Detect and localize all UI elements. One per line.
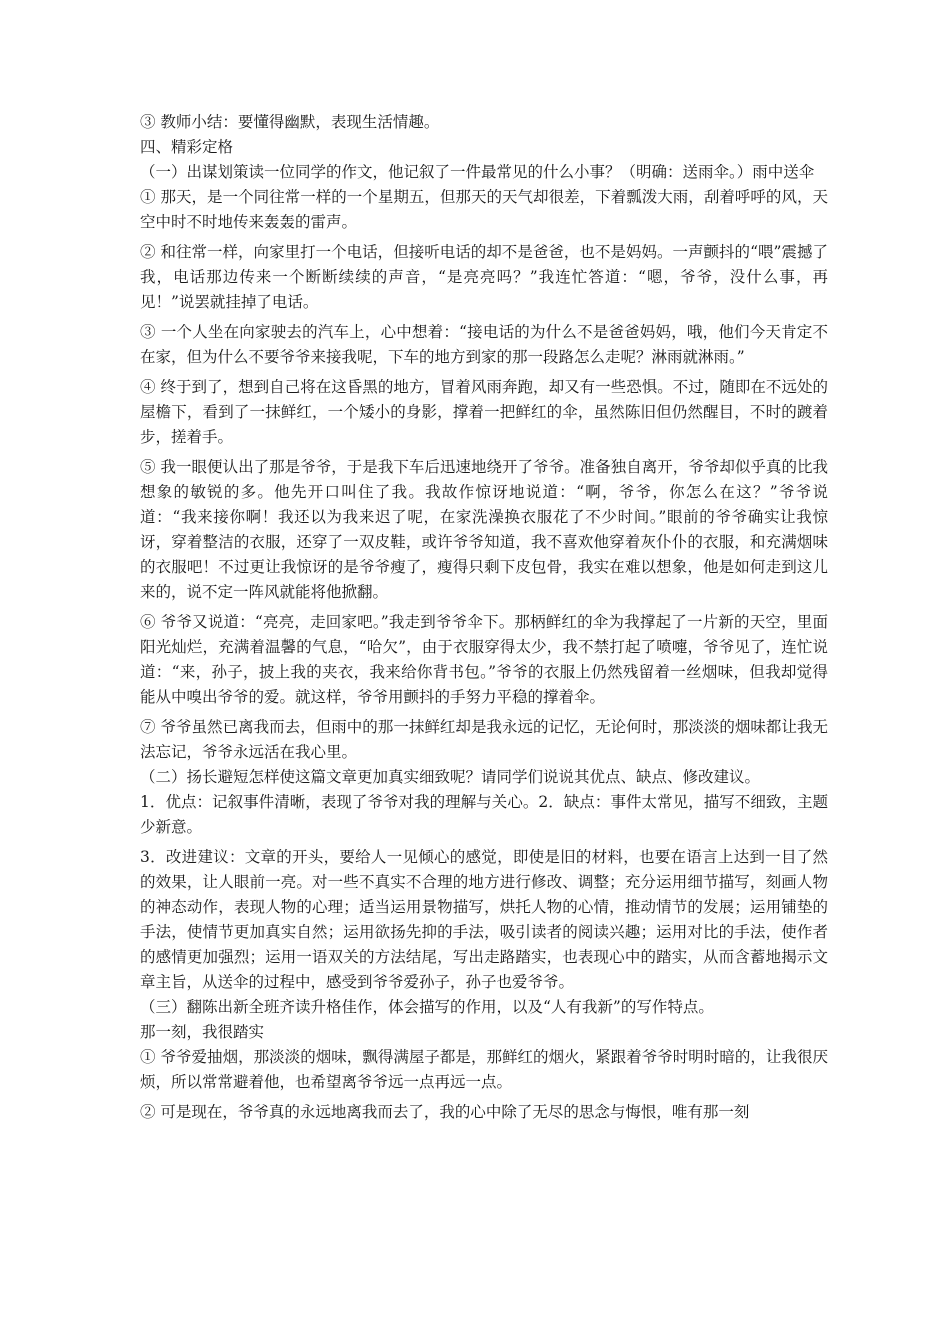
pros-cons-paragraph: 1．优点：记叙事件清晰，表现了爷爷对我的理解与关心。2．缺点：事件太常见，描写不细致，主题少新意。 [140, 793, 828, 836]
teacher-summary-paragraph: ③ 教师小结：要懂得幽默，表现生活情趣。 [140, 113, 440, 131]
subsection-one-intro: （一）出谋划策读一位同学的作文，他记叙了一件最常见的什么小事？（明确：送雨伞。）雨中送伞 [140, 163, 815, 181]
model-essay-paragraph-2: ② 可是现在，爷爷真的永远地离我而去了，我的心中除了无尽的思念与悔恨，唯有那一刻 [140, 1103, 750, 1121]
model-essay-paragraph-1: ① 爷爷爱抽烟，那淡淡的烟味，飘得满屋子都是，那鲜红的烟火，紧跟着爷爷时明时暗的，让我很厌烦，所以常常避着他，也希望离爷爷远一点再远一点。 [140, 1048, 828, 1091]
document-page [140, 110, 828, 1125]
essay-paragraph-6: ⑥ 爷爷又说道：“亮亮，走回家吧。”我走到爷爷伞下。那柄鲜红的伞为我撑起了一片新的天空，里面阳光灿烂，充满着温馨的气息，“哈欠”，由于衣服穿得太少，我不禁打起了喷嚏，爷爷见了，连忙说道：“来，孙子，披上我的夹衣，我来给你背书包。”爷爷的衣服上仍然残留着一丝烟味，但我却觉得能从中嗅出爷爷的爱。就这样，爷爷用颤抖的手努力平稳的撑着伞。 [140, 613, 828, 706]
essay-paragraph-1: ① 那天，是一个同往常一样的一个星期五，但那天的天气却很差，下着瓢泼大雨，刮着呼呼的风，天空中时不时地传来轰轰的雷声。 [140, 188, 828, 231]
essay-paragraph-2: ② 和往常一样，向家里打一个电话，但接听电话的却不是爸爸，也不是妈妈。一声颤抖的“喂”震撼了我，电话那边传来一个断断续续的声音，“是亮亮吗？”我连忙答道：“嗯，爷爷，没什么事，再见！”说罢就挂掉了电话。 [140, 243, 828, 311]
essay-paragraph-4: ④ 终于到了，想到自己将在这昏黑的地方，冒着风雨奔跑，却又有一些恐惧。不过，随即在不远处的屋檐下，看到了一抹鲜红，一个矮小的身影，撑着一把鲜红的伞，虽然陈旧但仍然醒目，不时的踱着步，搓着手。 [140, 378, 828, 446]
section-heading: 四、精彩定格 [140, 138, 234, 156]
improvement-suggestions-paragraph: 3．改进建议：文章的开头，要给人一见倾心的感觉，即使是旧的材料，也要在语言上达到一目了然的效果，让人眼前一亮。对一些不真实不合理的地方进行修改、调整；充分运用细节描写，刻画人物的神态动作，表现人物的心理；适当运用景物描写，烘托人物的心情，推动情节的发展；运用铺垫的手法，使情节更加真实自然；运用欲扬先抑的手法，吸引读者的阅读兴趣；运用对比的手法，使作者的感情更加强烈；运用一语双关的方法结尾，写出走路踏实，也表现心中的踏实，从而含蓄地揭示文章主旨，从送伞的过程中，感受到爷爷爱孙子，孙子也爱爷爷。 [140, 848, 828, 991]
essay-paragraph-3: ③ 一个人坐在向家驶去的汽车上，心中想着：“接电话的为什么不是爸爸妈妈，哦，他们今天肯定不在家，但为什么不要爷爷来接我呢，下车的地方到家的那一段路怎么走呢？淋雨就淋雨。” [140, 323, 828, 366]
subsection-three-heading: （三）翻陈出新全班齐读升格佳作，体会描写的作用，以及“人有我新”的写作特点。 [140, 998, 714, 1016]
essay-paragraph-7: ⑦ 爷爷虽然已离我而去，但雨中的那一抹鲜红却是我永远的记忆，无论何时，那淡淡的烟味都让我无法忘记，爷爷永远活在我心里。 [140, 718, 828, 761]
essay-paragraph-5: ⑤ 我一眼便认出了那是爷爷，于是我下车后迅速地绕开了爷爷。准备独自离开，爷爷却似乎真的比我想象的敏锐的多。他先开口叫住了我。我故作惊讶地说道：“啊，爷爷，你怎么在这？”爷爷说道：“我来接你啊！我还以为我来迟了呢，在家洗澡换衣服花了不少时间。”眼前的爷爷确实让我惊讶，穿着整洁的衣服，还穿了一双皮鞋，或许爷爷知道，我不喜欢他穿着灰仆仆的衣服，和充满烟味的衣服吧！不过更让我惊讶的是爷爷瘦了，瘦得只剩下皮包骨，我实在难以想象，他是如何走到这儿来的，说不定一阵风就能将他掀翻。 [140, 458, 828, 601]
model-essay-title: 那一刻，我很踏实 [140, 1023, 265, 1041]
subsection-two-heading: （二）扬长避短怎样使这篇文章更加真实细致呢？请同学们说说其优点、缺点、修改建议。 [140, 768, 761, 786]
